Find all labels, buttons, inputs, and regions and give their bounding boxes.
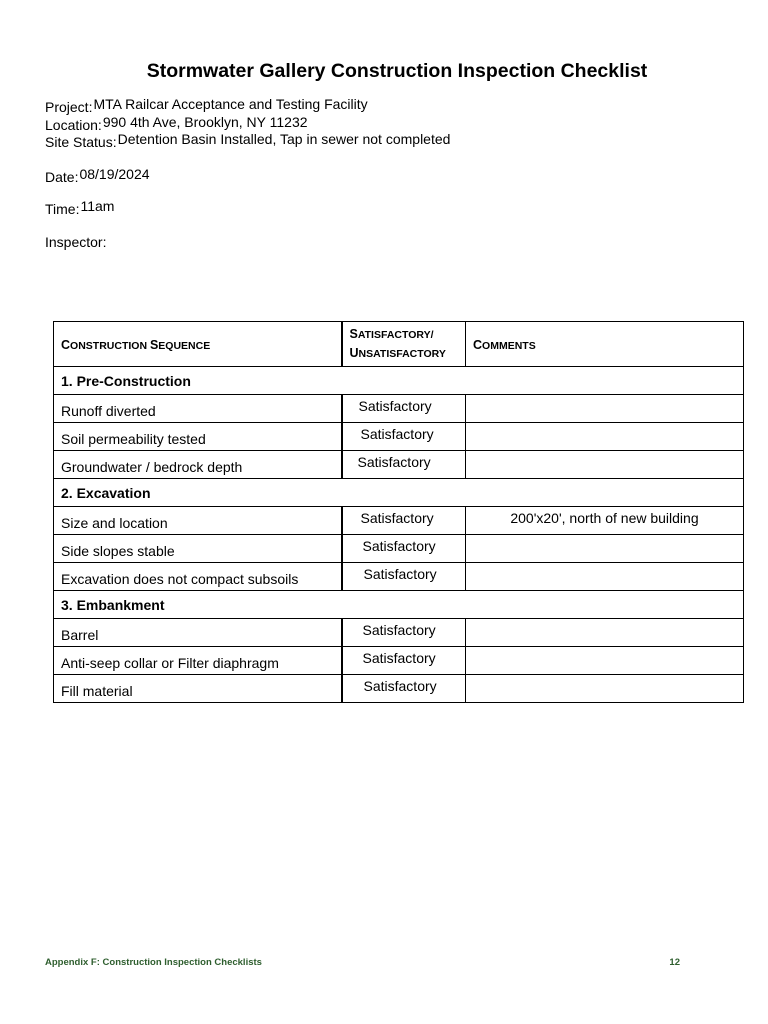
item-name: Soil permeability tested <box>54 423 342 451</box>
item-comment <box>466 563 744 591</box>
footer-title: Appendix F: Construction Inspection Checklists <box>45 957 262 968</box>
item-status: Satisfactory <box>342 535 466 563</box>
item-status: Satisfactory <box>342 563 466 591</box>
item-status: Satisfactory <box>342 451 466 479</box>
project-label: Project: <box>45 99 93 115</box>
item-status: Satisfactory <box>342 507 466 535</box>
table-row <box>54 423 744 451</box>
table-header-row <box>54 322 744 367</box>
item-name: Fill material <box>54 675 342 703</box>
date-field <box>45 166 150 185</box>
section-title: 2. Excavation <box>54 479 744 507</box>
time-label: Time: <box>45 201 80 217</box>
table-row <box>54 563 744 591</box>
item-name: Excavation does not compact subsoils <box>54 563 342 591</box>
location-label: Location: <box>45 117 102 133</box>
item-comment <box>466 619 744 647</box>
page-number: 12 <box>669 957 680 968</box>
time-field <box>45 198 115 217</box>
site-status-value: Detention Basin Installed, Tap in sewer not completed <box>117 131 451 147</box>
table-row <box>54 619 744 647</box>
page-footer <box>45 957 680 968</box>
item-comment: 200'x20', north of new building <box>466 507 744 535</box>
header-satisfactory: SATISFACTORY/ UNSATISFACTORY <box>342 322 466 367</box>
item-name: Side slopes stable <box>54 535 342 563</box>
section-row <box>54 367 744 395</box>
date-value: 08/19/2024 <box>79 166 150 182</box>
date-label: Date: <box>45 169 79 185</box>
header-construction-sequence: CONSTRUCTION SEQUENCE <box>54 322 342 367</box>
project-value: MTA Railcar Acceptance and Testing Facility <box>93 96 368 112</box>
item-name: Anti-seep collar or Filter diaphragm <box>54 647 342 675</box>
location-value: 990 4th Ave, Brooklyn, NY 11232 <box>102 114 308 130</box>
item-comment <box>466 451 744 479</box>
section-title: 1. Pre-Construction <box>54 367 744 395</box>
section-title: 3. Embankment <box>54 591 744 619</box>
page-title: Stormwater Gallery Construction Inspection Checklist <box>146 60 648 82</box>
section-row <box>54 479 744 507</box>
item-comment <box>466 647 744 675</box>
item-status: Satisfactory <box>342 395 466 423</box>
item-name: Groundwater / bedrock depth <box>54 451 342 479</box>
table-row <box>54 451 744 479</box>
table-row <box>54 507 744 535</box>
item-comment <box>466 675 744 703</box>
site-status-label: Site Status: <box>45 134 117 150</box>
item-status: Satisfactory <box>342 423 466 451</box>
section-row <box>54 591 744 619</box>
item-comment <box>466 535 744 563</box>
header-comments: COMMENTS <box>466 322 744 367</box>
item-status: Satisfactory <box>342 619 466 647</box>
table-row <box>54 395 744 423</box>
inspector-field <box>45 234 106 250</box>
item-status: Satisfactory <box>342 675 466 703</box>
project-field <box>45 96 368 115</box>
item-status: Satisfactory <box>342 647 466 675</box>
inspector-label: Inspector: <box>45 234 107 250</box>
item-name: Barrel <box>54 619 342 647</box>
time-value: 11am <box>80 198 115 214</box>
item-comment <box>466 423 744 451</box>
item-comment <box>466 395 744 423</box>
item-name: Size and location <box>54 507 342 535</box>
table-row <box>54 535 744 563</box>
item-name: Runoff diverted <box>54 395 342 423</box>
table-row <box>54 647 744 675</box>
site-status-field <box>45 131 451 150</box>
table-row <box>54 675 744 703</box>
inspection-table <box>53 321 744 703</box>
